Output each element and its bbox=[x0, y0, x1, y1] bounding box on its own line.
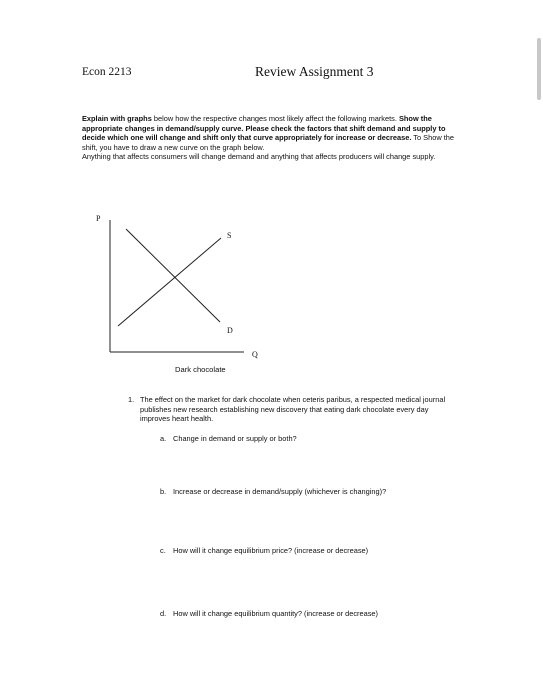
assignment-title: Review Assignment 3 bbox=[255, 64, 374, 79]
price-axis-label: P bbox=[96, 214, 101, 223]
supply-label: S bbox=[227, 231, 232, 240]
instructions bbox=[82, 114, 462, 162]
subquestion-letter: a. bbox=[160, 434, 167, 443]
quantity-axis-label: Q bbox=[252, 350, 258, 359]
subquestion-a bbox=[160, 434, 297, 443]
subquestion-letter: c. bbox=[160, 546, 166, 555]
graph-caption: Dark chocolate bbox=[175, 365, 226, 374]
subquestion-b bbox=[160, 487, 386, 496]
subquestion-c bbox=[160, 546, 368, 555]
demand-label: D bbox=[227, 326, 233, 335]
subquestion-letter: b. bbox=[160, 487, 167, 496]
instructions-paragraph-1 bbox=[82, 114, 462, 152]
instructions-text-2: To Show the shift, you have to draw a new curve on the graph below. bbox=[82, 133, 454, 152]
question-number: 1. bbox=[128, 395, 135, 404]
subquestion-text: How will it change equilibrium price? (increase or decrease) bbox=[173, 546, 369, 555]
instructions-paragraph-2: Anything that affects consumers will change demand and anything that affects producers will change supply. bbox=[82, 152, 436, 162]
course-code: Econ 2213 bbox=[82, 66, 132, 78]
graph-svg bbox=[88, 206, 268, 366]
subquestion-text: How will it change equilibrium quantity? (increase or decrease) bbox=[173, 609, 378, 618]
subquestion-text: Change in demand or supply or both? bbox=[173, 434, 297, 443]
subquestion-text: Increase or decrease in demand/supply (whichever is changing)? bbox=[173, 487, 387, 496]
question-text: The effect on the market for dark chocolate when ceteris paribus, a respected medical journal publishes new research establishing new discovery that eating dark chocolate every day improves heart health. bbox=[140, 395, 446, 424]
supply-demand-graph bbox=[88, 206, 268, 366]
instructions-bold-2: Show the appropriate changes in demand/supply curve. Please check the factors that shift demand and supply to decide which one will change and shift only that curve appropriately for increase or decrease. bbox=[82, 114, 446, 143]
question-1 bbox=[128, 395, 458, 424]
instructions-text-1: below how the respective changes most likely affect the following markets. bbox=[151, 114, 399, 123]
demand-curve bbox=[126, 229, 220, 322]
subquestion-letter: d. bbox=[160, 609, 167, 618]
instructions-bold-1: Explain with graphs bbox=[82, 114, 152, 123]
scrollbar[interactable] bbox=[537, 38, 541, 100]
supply-curve bbox=[118, 238, 221, 326]
subquestion-d bbox=[160, 609, 378, 618]
